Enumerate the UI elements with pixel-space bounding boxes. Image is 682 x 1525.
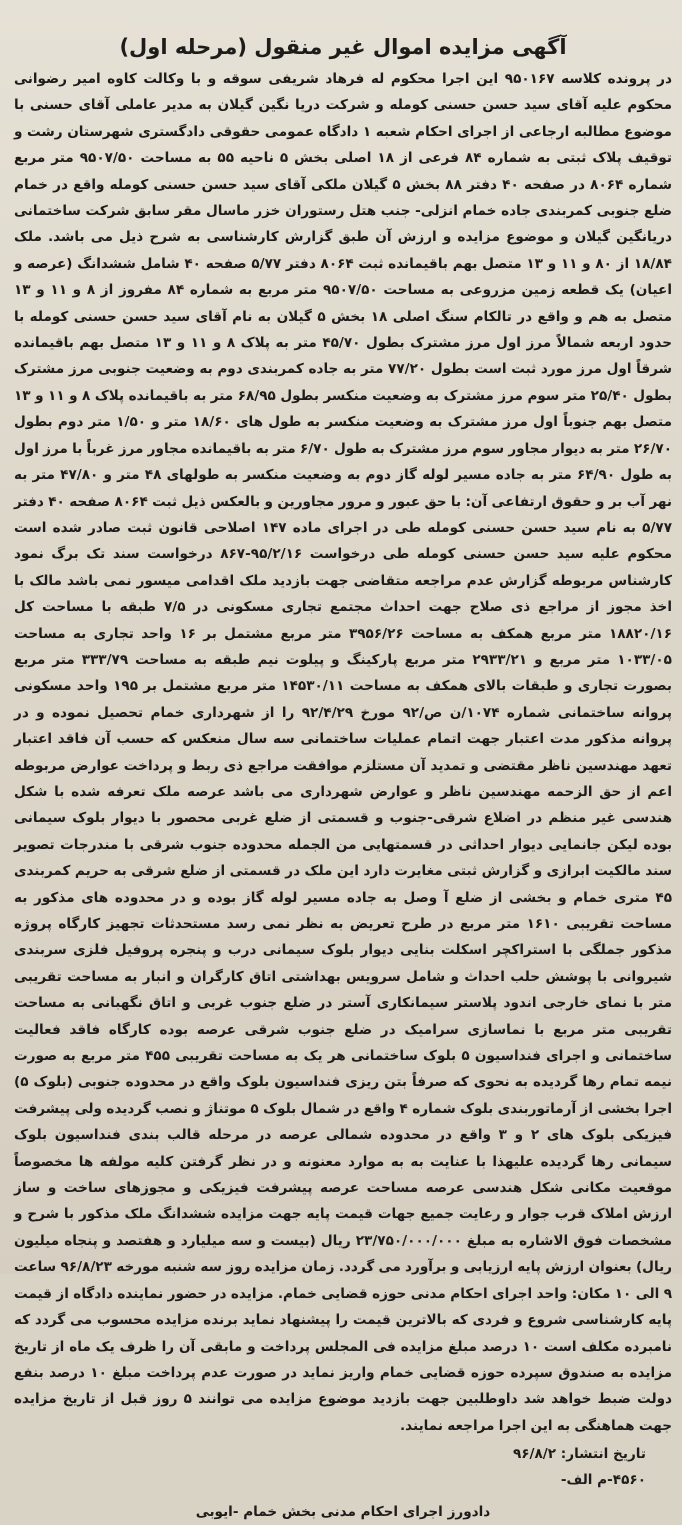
notice-footer — [14, 1441, 672, 1493]
reference-number: ۴۵۶۰-م الف- — [560, 1472, 646, 1489]
notice-title: آگهی مزایده اموال غیر منقول (مرحله اول) — [119, 35, 567, 59]
signature-line: دادورز اجرای احکام مدنی بخش خمام -ایوبی — [195, 1504, 491, 1521]
notice-body: در پرونده کلاسه ۹۵۰۱۶۷ این اجرا محکوم له فرهاد شریفی سوقه و با وکالت کاوه امیر رضوانی محکوم علیه آقای سید حسن حسنی کومله و شرکت دریا نگین گیلان به مدیر عاملی آقای حسنی با موضوع مطالبه ارجاعی از اجرای احکام شعبه ۱ دادگاه عمومی حقوقی دادگستری شهرستان رشت و توقیف پلاک ثبتی به شماره ۸۴ فرعی از ۱۸ اصلی بخش ۵ ناحیه ۵۵ به مساحت ۹۵۰۷/۵۰ متر مربع شماره ۸۰۶۴ در صفحه ۴۰ دفتر ۸۸ بخش ۵ گیلان ملکی آقای سید حسن حسنی کومله واقع در خمام ضلع جنوبی کمربندی جاده خمام انزلی- جنب هتل رستوران خزر ماسال مقر سابق شرکت ساختمانی دریانگین گیلان و موضوع مزایده و ارزش آن طبق گزارش کارشناسی به شرح ذیل می باشد. ملک ۱۸/۸۴ از ۸۰ و ۱۱ و ۱۳ متصل بهم باقیمانده ثبت ۸۰۶۴ دفتر ۵/۷۷ صفحه ۴۰ شامل ششدانگ (عرصه و اعیان) یک قطعه زمین مزروعی به مساحت ۹۵۰۷/۵۰ متر مربع به شماره ۸۴ مفروز از ۸ و ۱۱ و ۱۳ متصل به هم و واقع در تالکام سنگ اصلی ۱۸ بخش ۵ گیلان به نام آقای سید حسن حسنی کومله با حدود اربعه شمالاً مرز اول مرز مشترک بطول ۴۵/۷۰ متر به پلاک ۸ و ۱۱ و ۱۳ متصل بهم باقیمانده شرقاً اول مرز مورد ثبت است بطول ۷۷/۲۰ متر به جاده کمربندی دوم به وضعیت جنوبی مرز مشترک بطول ۲۵/۴۰ متر سوم مرز مشترک به وضعیت منکسر بطول ۶۸/۹۵ متر به باقیمانده پلاک ۸ و ۱۱ و ۱۳ متصل بهم جنوباً اول مرز مشترک به وضعیت منکسر به طول های ۱۸/۶۰ متر و ۱/۵۰ متر دوم بطول ۲۶/۷۰ متر به دیوار مجاور سوم مرز مشترک به طول ۶/۷۰ متر به باقیمانده مجاور مرز غرباً با مرز اول به طول ۶۴/۹۰ متر به جاده مسیر لوله گاز دوم به وضعیت منکسر به طولهای ۴۸ متر و ۴۷/۸۰ متر به نهر آب بر و حقوق ارتفاعی آن: با حق عبور و مرور مجاورین و بالعکس ذیل ثبت ۸۰۶۴ صفحه ۴۰ دفتر ۵/۷۷ به نام سید حسن حسنی کومله طی در اجرای ماده ۱۴۷ اصلاحی قانون ثبت صادر شده است محکوم علیه سید حسن حسنی کومله طی درخواست ۹۵/۲/۱۶-۸۶۷ درخواست سند تک برگ نمود کارشناس مربوطه گزارش عدم مراجعه متقاضی جهت بازدید ملک اقدامی میسور نمی باشد مالک با اخذ مجوز از مراجع ذی صلاح جهت احداث مجتمع تجاری مسکونی در ۷/۵ طبقه با مساحت کل ۱۸۸۲۰/۱۶ متر مربع همکف به مساحت ۳۹۵۶/۲۶ متر مربع مشتمل بر ۱۶ واحد تجاری به مساحت ۱۰۳۳/۰۵ متر مربع و ۲۹۳۳/۲۱ متر مربع پارکینگ و پیلوت نیم طبقه به مساحت ۳۳۳/۷۹ متر مربع بصورت تجاری و طبقات بالای همکف به مساحت ۱۴۵۳۰/۱۱ متر مربع مشتمل بر ۱۹۵ واحد مسکونی پروانه ساختمانی شماره ۱۰۷۴/ن ص/۹۲ مورخ ۹۲/۴/۲۹ را از شهرداری خمام تحصیل نموده و در پروانه مذکور مدت اعتبار جهت اتمام عملیات ساختمانی سه سال منعکس که حسب آن فاقد اعتبار تعهد مهندسین ناظر مقتضی و تمدید آن مستلزم موافقت مراجع ذی ربط و پرداخت عوارض مربوطه اعم از حق الزحمه مهندسین ناظر و عوارض شهرداری می باشد عرصه ملک تعرفه شده با شکل هندسی غیر منظم در اضلاع شرقی-جنوب و قسمتی از ضلع غربی محصور با دیوار بلوک سیمانی بوده لیکن جانمایی دیوار احداثی در قسمتهایی من الجمله محدوده جنوب شرقی با مندرجات تصویر سند مالکیت ابرازی و گزارش ثبتی مغایرت دارد این ملک در قسمتی از ضلع شرقی به حریم کمربندی ۴۵ متری خمام و بخشی از ضلع آ وصل به جاده مسیر لوله گاز بوده و در محدوده های مذکور به مساحت تقریبی ۱۶۱۰ متر مربع در طرح تعریض به نظر نمی رسد مستحدثات تجهیز کارگاه پروژه مذکور جملگی با استراکچر اسکلت بنایی دیوار بلوک سیمانی درب و پنجره پروفیل فلزی سربندی شیروانی با پوشش حلب احداث و شامل سرویس بهداشتی اتاق کارگران و انبار به مساحت تقریبی متر با نمای خارجی اندود پلاستر سیمانکاری آستر در ضلع جنوب غربی و اتاق نگهبانی به مساحت تقریبی متر مربع با نماسازی سرامیک در ضلع جنوب شرقی عرصه بوده کارگاه فاقد فعالیت ساختمانی و اجرای فنداسیون ۵ بلوک ساختمانی هر یک به مساحت تقریبی ۴۵۵ متر مربع به صورت نیمه تمام رها گردیده به نحوی که صرفاً بتن ریزی فنداسیون بلوک واقع در محدوده جنوبی (بلوک ۵) اجرا بخشی از آرماتوربندی بلوک شماره ۴ واقع در شمال بلوک ۵ موتناژ و نصب گردیده ولی پیشرفت فیزیکی بلوک های ۲ و ۳ واقع در محدوده شمالی عرصه در مرحله قالب بندی فنداسیون بلوک سیمانی رها گردیده علیهذا با عنایت به به موارد معنونه و در نظر گرفتن کلیه مولفه ها مخصوصاً موقعیت مکانی شکل هندسی عرصه مساحت عرصه پیشرفت فیزیکی و مجوزهای ساخت و ساز ارزش املاک قرب جوار و رعایت جمیع جهات قیمت پایه جهت مزایده ششدانگ ملک مذکور با شرح و مشخصات فوق الاشاره به مبلغ ۲۳/۷۵۰/۰۰۰/۰۰۰ ریال (بیست و سه میلیارد و هفتصد و پنجاه میلیون ریال) بعنوان ارزش پایه ارزیابی و برآورد می گردد. زمان مزایده روز سه شنبه مورخه ۹۶/۸/۲۳ ساعت ۹ الی ۱۰ مکان: واحد اجرای احکام مدنی حوزه قضایی خمام. مزایده در حضور نماینده دادگاه از قیمت پایه کارشناسی شروع و فردی که بالاترین قیمت را پیشنهاد نماید برنده مزایده محسوب می گردد که نامبرده مکلف است ۱۰ درصد مبلغ مزایده فی المجلس پرداخت و مابقی آن را ظرف یک ماه از تاریخ مزایده به صندوق سپرده حوزه قضایی خمام واریز نماید در صورت عدم پرداخت مبلغ ۱۰ درصد بنفع دولت ضبط خواهد شد داوطلبین جهت بازدید موضوع مزایده می توانند ۵ روز قبل از تاریخ مزایده جهت هماهنگی به این اجرا مراجعه نمایند. — [14, 71, 673, 1434]
publish-date: تاریخ انتشار: ۹۶/۸/۲ — [512, 1446, 646, 1463]
